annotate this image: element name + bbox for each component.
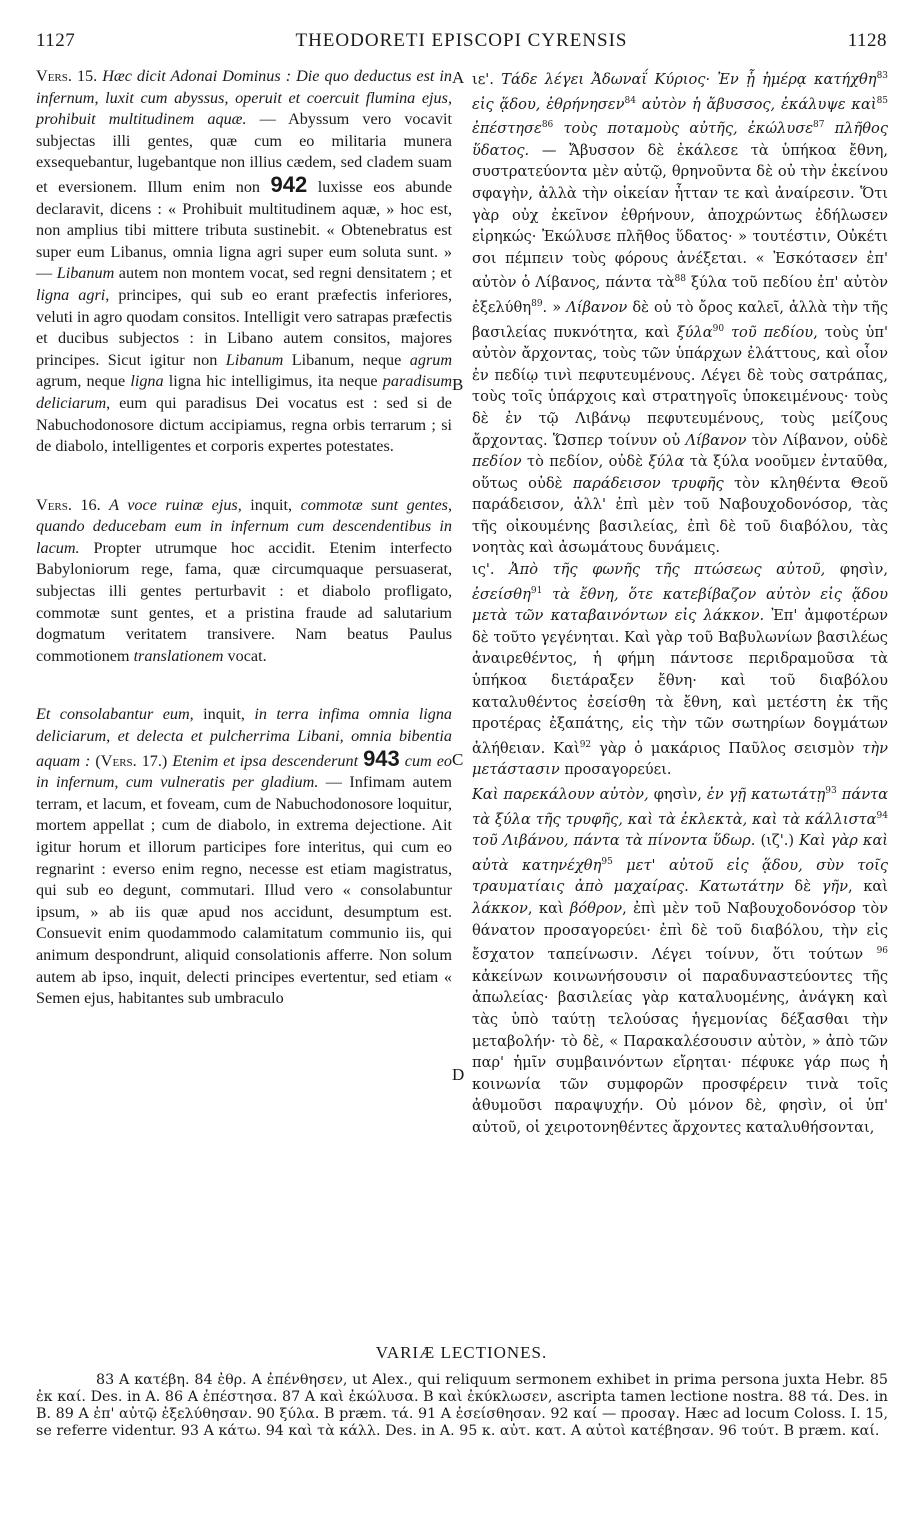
commentary-text: . » bbox=[542, 298, 562, 316]
commentary-text: — Infimam autem terram, et lacum, et foveam, cum de Nabuchodonosore loquitur, mortem appellat ; cum de diabolo, in extrema dejectione. Ait igitur horum et illorum participes fore interitus, qui cum eo regnarint : everso enim regno, necesse est etiam magistratus, qui sub eo degunt, commutari. Illud vero « consolabuntur ipsum, » ab iis quæ apud nos accidunt, desumptum est. Consuevit enim quodammodo calamitatum communio iis, qui animum despondrunt, aliquid consolationis afferre. Non solum autem ab ipso, inquit, delecti principes evertentur, sed etiam « Semen ejus, habitantes sub umbraculo bbox=[36, 773, 453, 1008]
greek-verse-16 bbox=[472, 559, 888, 781]
emphasis: ξύλα bbox=[676, 323, 713, 341]
commentary-text: τὸν Λίβανον, οὐδὲ bbox=[751, 431, 888, 449]
footnote-ref: 89 bbox=[531, 298, 543, 309]
commentary-text: — Ἄβυσσον δὲ ἐκάλεσε τὰ ὑπήκοα ἔθνη, συστρατεύοντα μὲν αὐτῷ, θρηνοῦντα δὲ οὐ τὴν ἐκείνου σφαγὴν, ἀλλὰ τὴν οἰκείαν ἧτταν τε καὶ ἀναίρεσιν. Ὅτι γὰρ οὐχ ἐκεῖνον ἐθρήνουν, ἀποχρώντως ἐδήλωσεν εἰρηκώς· Ἐκώλυσε πλῆθος ὕδατος· » τουτέστιν, Οὐκέτι σοι πέμπειν τοὺς φόρους ἀνέξεται. « Ἐσκότασεν ἐπ' αὐτὸν ὁ Λίβανος, πάντα τὰ bbox=[472, 141, 888, 292]
verse-quote: Καὶ γὰρ καὶ αὐτὰ κατηνέχθη bbox=[472, 832, 889, 874]
verse-quote: τὰ ἔθνη, ὅτε κατεβίβαζον αὐτὸν εἰς ᾅδου μετὰ τῶν καταβαινόντων εἰς λάκκον. bbox=[472, 585, 888, 625]
commentary-text: τὸ πεδίον, οὐδὲ bbox=[527, 453, 643, 471]
emphasis: Κατωτάτην bbox=[699, 878, 784, 896]
footnote-ref: 95 bbox=[601, 856, 613, 867]
latin-verse-16 bbox=[36, 495, 452, 668]
verse-quote: in terra infima omnia ligna deliciarum, et delecta et pulcherrima Libani, omnia bibentia aquam : bbox=[36, 705, 453, 770]
margin-marker-d: D bbox=[452, 1065, 465, 1084]
emphasis: λάκκον bbox=[472, 899, 528, 917]
commentary-text: inquit, bbox=[203, 705, 245, 724]
commentary-text: ligna hic intelligimus, ita neque bbox=[168, 372, 378, 391]
commentary-text: , ἐπὶ μὲν τοῦ Ναβουχοδονόσορ τὸν θάνατον προσαγορεύει· ἐπὶ δὲ τοῦ διαβόλου, τὴν εἰς ἔσχατον ταπείνωσιν. Λέγει τοίνυν, ὅτι τούτων bbox=[472, 899, 888, 964]
emphasis: τὴν μετάστασιν bbox=[472, 739, 888, 779]
commentary-text: τὰ ξύλα νοοῦμεν ἐνταῦθα, οὕτως οὐδὲ bbox=[472, 453, 888, 492]
commentary-text: δὲ bbox=[794, 878, 812, 896]
emphasis: agrum bbox=[409, 350, 453, 369]
commentary-text: Propter utrumque hoc accidit. Etenim interfecto Babyloniorum rege, fama, quæ circumquaque persuaserat, subjectas illi gentes perturbavit : et diabolo profligato, commotæ sunt gentes, et a pristina fraude ad salutarium dogmatum veritatem transivere. Nam beatus Paulus commotionem bbox=[36, 538, 453, 665]
verse-ref: Vers. 15. bbox=[36, 67, 98, 85]
verse-quote: αὐτὸν ἡ ἄβυσσος, ἐκάλυψε καὶ bbox=[641, 95, 877, 113]
emphasis: translationem bbox=[133, 646, 224, 665]
commentary-text: , καὶ bbox=[527, 899, 564, 917]
emphasis: πεδίον bbox=[472, 453, 522, 471]
commentary-text: agrum, neque bbox=[36, 372, 126, 391]
page-number-right: 1128 bbox=[847, 30, 887, 51]
emphasis: paradisum deliciarum bbox=[36, 372, 453, 412]
commentary-text: τὸν κληθέντα Θεοῦ παράδεισον, ἀλλ' ἐπὶ μὲν τοῦ Ναβουχοδονόσορ, τὰς τῆς οἰκουμένης βασιλείας, ἐπὶ δὲ τοῦ διαβόλου, τὰς νοητὰς καὶ ἀσωμάτους δυνάμεις. bbox=[472, 474, 888, 557]
verse-quote: A voce ruinæ ejus, bbox=[109, 495, 242, 514]
greek-verse-17 bbox=[472, 781, 888, 1139]
emphasis: Libanum bbox=[225, 350, 284, 369]
verse-quote: τοὺς ποταμοὺς αὐτῆς, ἐκώλυσε bbox=[563, 120, 814, 138]
commentary-text: autem non montem vocat, sed regni densitatem ; et bbox=[118, 264, 453, 283]
verse-quote: commotæ sunt gentes, quando deducebam eum in infernum cum descendentibus in lacum. bbox=[36, 495, 453, 557]
verse-quote: Et consolabantur eum, bbox=[36, 705, 194, 724]
emphasis: Libanum bbox=[56, 264, 115, 283]
verse-quote: Ἀπὸ τῆς φωνῆς τῆς πτώσεως αὐτοῦ, bbox=[509, 561, 826, 579]
verse-quote: τοῦ Λιβάνου, πάντα τὰ πίνοντα ὕδωρ. bbox=[472, 832, 756, 850]
commentary-text: προσαγορεύει. bbox=[564, 761, 672, 779]
footnote-ref: 96 bbox=[876, 946, 889, 957]
column-number: 943 bbox=[363, 745, 400, 771]
verse-quote: Hæc dicit Adonai Dominus : Die quo deductus est in infernum, luxit cum abyssus, operuit et coercuit flumina ejus, prohibuit multitudinem aquæ. bbox=[36, 67, 453, 129]
greek-column bbox=[472, 66, 888, 1139]
commentary-text: vocat. bbox=[227, 646, 267, 665]
verse-quote: cum eo in infernum, cum vulneratis per gladium. bbox=[36, 751, 452, 792]
footnote-ref: 87 bbox=[813, 120, 825, 131]
commentary-text: κἀκείνων κοινωνήσουσιν οἱ παραδυναστεύοντες τῆς ἀπωλείας· βασιλείας γὰρ καταλυομένης, ἀνάγκη καὶ τὰς ὑπὸ ταύτῃ τελούσας ἡγεμονίας δέξασθαι τὴν μεταβολήν· τὸ δὲ, « Παρακαλέσουσιν αὐτὸν, » ἀπὸ τῶν παρ' ἡμῖν συμβαινόντων εἴρηται· πέφυκε γάρ πως ἡ κοινωνία τῶν συμφορῶν προσφέρειν τινὰ τοῖς ἀθυμοῦσι παραψυχήν. Οὐ μόνον δὲ, φησὶν, οἱ ὑπ' αὐτοῦ, οἱ χειροτονηθέντες ἄρχοντες καταλυθήσονται, bbox=[472, 967, 888, 1136]
verse-quote: ἐσείσθη bbox=[472, 585, 531, 603]
emphasis: Λίβανον bbox=[566, 298, 628, 316]
variants-footnotes bbox=[36, 1372, 888, 1440]
commentary-text: , principes, qui sub eo erant præfectis inferiores, veluti in agro quodam consitos. Intelligit vero satrapas præfectis et ducibus subjectos : in Libano autem consitos, majores principes. Sicut igitur non bbox=[36, 285, 453, 369]
page-header bbox=[36, 30, 887, 60]
latin-verse-15 bbox=[36, 66, 452, 458]
emphasis: βόθρον bbox=[569, 899, 623, 917]
page-number-left: 1127 bbox=[36, 30, 76, 51]
greek-verse-15 bbox=[472, 66, 888, 559]
verse-quote: εἰς ᾅδου, ἐθρήνησεν bbox=[472, 95, 625, 113]
verse-quote: Etenim et ipsa descenderunt bbox=[172, 751, 359, 770]
verse-ref: Vers. 16. bbox=[36, 495, 101, 514]
commentary-text: — Abyssum vero vocavit subjectas illi gentes, quæ cum eo militaria munera exsequebantur, lugebantque non illius cædem, sed cladem suam et eversionem. Illum enim non bbox=[36, 110, 452, 196]
footnote-ref: 83 bbox=[876, 71, 889, 81]
verse-number: ις'. bbox=[472, 561, 495, 579]
footnote-ref: 85 bbox=[876, 95, 889, 106]
commentary-text: Ἐπ' ἀμφοτέρων δὲ τοῦτο γεγένηται. Καὶ γὰρ τοῦ Βαβυλωνίων βασιλέως ἀναιρεθέντος, ἡ φήμη πάντοσε περιδραμοῦσα τὰ ὑπήκοα διετάραξεν ἔθνη· καὶ τοῦ διαβόλου καταλυθέντος ἐσείσθη τὰ ἔθνη, καὶ μετέστη ἐκ τῆς προτέρας ἐξαπάτης, εἰς τὴν τῶν σωτηρίων δογμάτων ἀλήθειαν. Καὶ bbox=[472, 607, 888, 757]
footnote-ref: 86 bbox=[541, 120, 554, 131]
margin-marker-b: B bbox=[452, 375, 464, 394]
emphasis: ligna agri bbox=[36, 285, 106, 304]
commentary-text: ξύλα τοῦ πεδίου ἐπ' αὐτὸν ἐξελύθη bbox=[472, 274, 889, 316]
margin-marker-a: A bbox=[452, 68, 465, 87]
verse-number: (ιζ'.) bbox=[760, 832, 795, 850]
emphasis: γῆν bbox=[821, 878, 849, 896]
footnote-ref: 88 bbox=[674, 274, 686, 285]
commentary-text: Libanum, neque bbox=[291, 350, 402, 369]
commentary-text: γὰρ ὁ μακάριος Παῦλος σεισμὸν bbox=[599, 739, 855, 757]
verse-quote: πλῆθος ὕδατος. bbox=[472, 120, 889, 159]
emphasis: Λίβανον bbox=[685, 431, 747, 449]
commentary-text: φησὶν, bbox=[839, 561, 889, 579]
running-title: THEODORETI EPISCOPI CYRENSIS bbox=[295, 30, 628, 51]
verse-quote: ἐπέστησε bbox=[472, 120, 542, 138]
variants-text: 83 A κατέβη. 84 ἐθρ. A ἐπένθησεν, ut Alex., qui reliquum sermonem exhibet in prima persona juxta Hebr. 85 ἐκ καί. Des. in A. 86 A ἐπέστησα. 87 A καὶ ἐκώλυσα. B καὶ ἐκύκλωσεν, ascripta tamen lectione nostra. 88 τά. Des. in B. 89 A ἐπ' αὐτῷ ἐξελύθησαν. 90 ξύλα. B præm. τά. 91 A ἐσείσθησαν. 92 καί — προσαγ. Hæc ad locum Coloss. I. 15, se referre videntur. 93 A κάτω. 94 καὶ τὰ κάλλ. Des. in A. 95 κ. αὐτ. κατ. A αὐτοὶ κατέβησαν. 96 τούτ. B præm. καί. bbox=[36, 1372, 888, 1439]
verse-quote: Τάδε λέγει Ἀδωναΐ Κύριος· Ἐν ᾗ ἡμέρᾳ κατήχθη bbox=[501, 71, 877, 88]
verse-number: ιε'. bbox=[472, 71, 494, 88]
footnote-ref: 93 bbox=[825, 786, 837, 796]
footnote-ref: 92 bbox=[579, 739, 592, 750]
variants-title: VARIÆ LECTIONES. bbox=[375, 1343, 548, 1362]
commentary-text: , eum qui paradisus Dei vocatus est : sed si de Nabuchodonosore dictum accipiamus, regna orbis terrarum ; si de diabolo, intelligentes et corporis expertes potestates. bbox=[36, 393, 452, 456]
verse-quote: πάντα τὰ ξύλα τῆς τρυφῆς, καὶ τὰ ἐκλεκτὰ, καὶ τὰ κάλλιστα bbox=[472, 786, 889, 828]
footnote-ref: 84 bbox=[624, 95, 636, 106]
commentary-text: inquit, bbox=[250, 495, 293, 514]
verse-ref: (Vers. 17.) bbox=[95, 751, 168, 770]
verse-quote: ἐν γῇ κατωτάτῃ bbox=[706, 786, 826, 803]
commentary-text: , τοὺς ὑπ' αὐτὸν ἄρχοντας, τοὺς τῶν ὑπάρχων ἐλάττους, καὶ οἷον ἐν πεδίῳ τινὶ πεφυτευμένους. Λέγει δὲ τοὺς σατράπας, τοὺς τοῖς ὑπάρχοις καὶ στρατηγοῖς ὑποκειμένους· τοὺς δὲ ἐν τῷ Λιβάνῳ πεφυτευμένους, τοὺς μείζους ἄρχοντας. Ὥσπερ τοίνυν οὐ bbox=[472, 323, 889, 449]
commentary-text: luxisse eos abunde declaravit, dicens : « Prohibuit multitudinem aquæ, » hoc est, non amplius tibi mittere tributa sustinebit. « Obtenebratus est super eum Libanus, omnia ligna agri super eum soluta sunt. » — bbox=[36, 177, 453, 283]
footnote-ref: 91 bbox=[530, 585, 543, 596]
latin-column bbox=[36, 66, 452, 1010]
margin-marker-c: C bbox=[452, 750, 464, 769]
emphasis: παράδεισον τρυφῆς bbox=[572, 474, 724, 492]
commentary-text: φησὶν, bbox=[653, 786, 702, 803]
column-number: 942 bbox=[270, 171, 308, 197]
footnote-ref: 90 bbox=[712, 323, 725, 334]
emphasis: ligna bbox=[130, 372, 164, 391]
latin-verse-17 bbox=[36, 704, 452, 1009]
commentary-text: , καὶ bbox=[848, 878, 889, 896]
verse-quote: Καὶ παρεκάλουν αὐτὸν, bbox=[472, 786, 649, 803]
commentary-text: δὲ οὐ τὸ ὄρος καλεῖ, ἀλλὰ τὴν τῆς βασιλείας πυκνότητα, καὶ bbox=[472, 298, 889, 341]
verse-quote: μετ' αὐτοῦ εἰς ᾅδου, σὺν τοῖς τραυματίαις ἀπὸ μαχαίρας. bbox=[472, 856, 888, 896]
emphasis: τοῦ πεδίου bbox=[730, 323, 814, 341]
footnote-ref: 94 bbox=[876, 810, 888, 821]
emphasis: ξύλα bbox=[648, 453, 685, 471]
